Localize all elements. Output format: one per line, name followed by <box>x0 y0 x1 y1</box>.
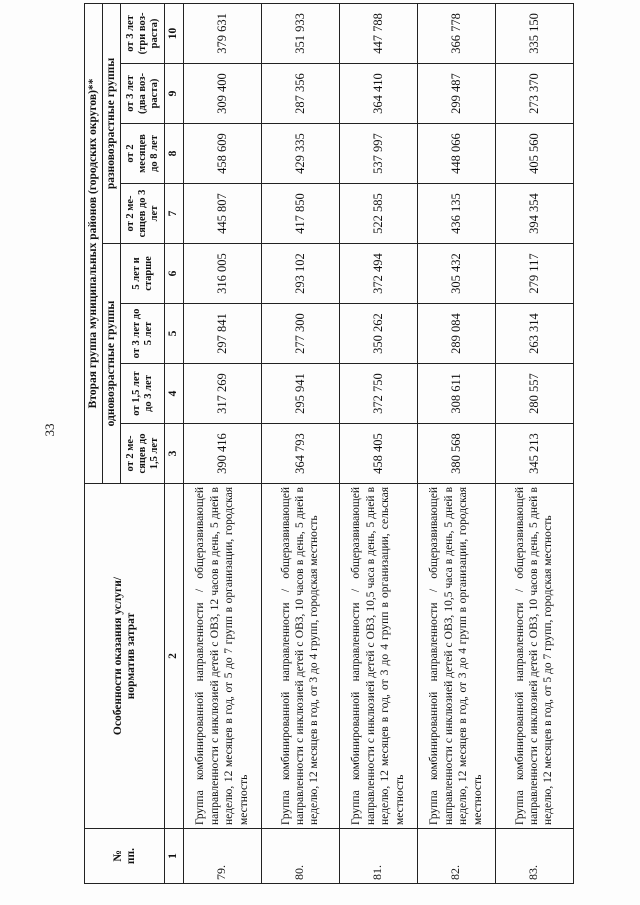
subcol-header: от 1,5 лет до 3 лет <box>121 364 165 424</box>
table-row <box>261 3 339 883</box>
table-row <box>339 3 417 883</box>
value-cell: 335 150 <box>495 3 573 63</box>
value-cell: 350 262 <box>339 304 417 364</box>
table-row <box>183 3 261 883</box>
value-cell: 364 793 <box>261 424 339 484</box>
subcol-header: от 2 ме- сяцев до 3 лет <box>121 184 165 244</box>
subcol-header: от 2 месяцев до 8 лет <box>121 124 165 184</box>
row-number: 83. <box>495 829 573 884</box>
page-number: 33 <box>42 423 57 437</box>
value-cell: 379 631 <box>183 3 261 63</box>
value-cell: 537 997 <box>339 124 417 184</box>
value-cell: 394 354 <box>495 184 573 244</box>
value-cell: 273 370 <box>495 64 573 124</box>
subcol-header: от 3 лет до 5 лет <box>121 304 165 364</box>
header-subgroup-mixed-age: разновозрастные группы <box>103 3 121 243</box>
value-cell: 436 135 <box>417 184 495 244</box>
row-description: Группа комбинированной направленности / общеразвивающей направленности с инклюзией детей с ОВЗ, 10,5 часа в день, 5 дней в неделю, 12 месяцев в год, от 3 до 4 групп в организации, сельская местность <box>339 484 417 829</box>
value-cell: 458 405 <box>339 424 417 484</box>
row-number: 79. <box>183 829 261 884</box>
index-cell: 3 <box>165 424 183 484</box>
value-cell: 289 084 <box>417 304 495 364</box>
value-cell: 429 335 <box>261 124 339 184</box>
row-description: Группа комбинированной направленности / общеразвивающей направленности с инклюзией детей с ОВЗ, 12 часов в день, 5 дней в неделю, 12 месяцев в год, от 5 до 7 групп в организации, городская местность <box>183 484 261 829</box>
value-cell: 277 300 <box>261 304 339 364</box>
index-cell: 7 <box>165 184 183 244</box>
subcol-header: от 3 лет (три воз- раста) <box>121 3 165 63</box>
index-cell: 8 <box>165 124 183 184</box>
index-row <box>165 3 183 883</box>
value-cell: 316 005 <box>183 244 261 304</box>
subcol-header: от 2 ме- сяцев до 1,5 лет <box>121 424 165 484</box>
table-row <box>417 3 495 883</box>
value-cell: 447 788 <box>339 3 417 63</box>
value-cell: 263 314 <box>495 304 573 364</box>
row-description: Группа комбинированной направленности / общеразвивающей направленности с инклюзией детей с ОВЗ, 10 часов в день, 5 дней в неделю, 12 месяцев в год, от 5 до 7 групп, городская местность <box>495 484 573 829</box>
row-number: 82. <box>417 829 495 884</box>
index-cell: 2 <box>165 484 183 829</box>
value-cell: 305 432 <box>417 244 495 304</box>
value-cell: 372 750 <box>339 364 417 424</box>
value-cell: 390 416 <box>183 424 261 484</box>
value-cell: 317 269 <box>183 364 261 424</box>
value-cell: 295 941 <box>261 364 339 424</box>
index-cell: 6 <box>165 244 183 304</box>
row-description: Группа комбинированной направленности / общеразвивающей направленности с инклюзией детей с ОВЗ, 10 часов в день, 5 дней в неделю, 12 месяцев в год, от 3 до 4 групп, городская местность <box>261 484 339 829</box>
index-cell: 1 <box>165 829 183 884</box>
value-cell: 279 117 <box>495 244 573 304</box>
value-cell: 299 487 <box>417 64 495 124</box>
value-cell: 351 933 <box>261 3 339 63</box>
header-row-group <box>85 3 103 883</box>
row-description: Группа комбинированной направленности / общеразвивающей направленности с инклюзией детей с ОВЗ, 10,5 часа в день, 5 дней в неделю, 12 месяцев в год, от 3 до 4 групп в организации, городская местность <box>417 484 495 829</box>
value-cell: 297 841 <box>183 304 261 364</box>
value-cell: 366 778 <box>417 3 495 63</box>
header-group: Вторая группа муниципальных районов (городских округов)** <box>85 3 103 483</box>
value-cell: 364 410 <box>339 64 417 124</box>
value-cell: 522 585 <box>339 184 417 244</box>
row-number: 80. <box>261 829 339 884</box>
header-desc: Особенности оказания услуги/ норматив затрат <box>85 484 165 829</box>
table-row <box>495 3 573 883</box>
value-cell: 458 609 <box>183 124 261 184</box>
value-cell: 280 557 <box>495 364 573 424</box>
value-cell: 380 568 <box>417 424 495 484</box>
value-cell: 372 494 <box>339 244 417 304</box>
index-cell: 5 <box>165 304 183 364</box>
value-cell: 309 400 <box>183 64 261 124</box>
index-cell: 4 <box>165 364 183 424</box>
value-cell: 345 213 <box>495 424 573 484</box>
row-number: 81. <box>339 829 417 884</box>
value-cell: 448 066 <box>417 124 495 184</box>
value-cell: 405 560 <box>495 124 573 184</box>
value-cell: 417 850 <box>261 184 339 244</box>
value-cell: 308 611 <box>417 364 495 424</box>
rotated-table-container <box>84 4 624 884</box>
tariff-table <box>84 3 574 884</box>
index-cell: 10 <box>165 3 183 63</box>
subcol-header: от 3 лет (два воз- раста) <box>121 64 165 124</box>
subcol-header: 5 лет и старше <box>121 244 165 304</box>
header-num: № пп. <box>85 829 165 884</box>
value-cell: 445 807 <box>183 184 261 244</box>
header-subgroup-same-age: одновозрастные группы <box>103 244 121 484</box>
value-cell: 293 102 <box>261 244 339 304</box>
index-cell: 9 <box>165 64 183 124</box>
value-cell: 287 356 <box>261 64 339 124</box>
